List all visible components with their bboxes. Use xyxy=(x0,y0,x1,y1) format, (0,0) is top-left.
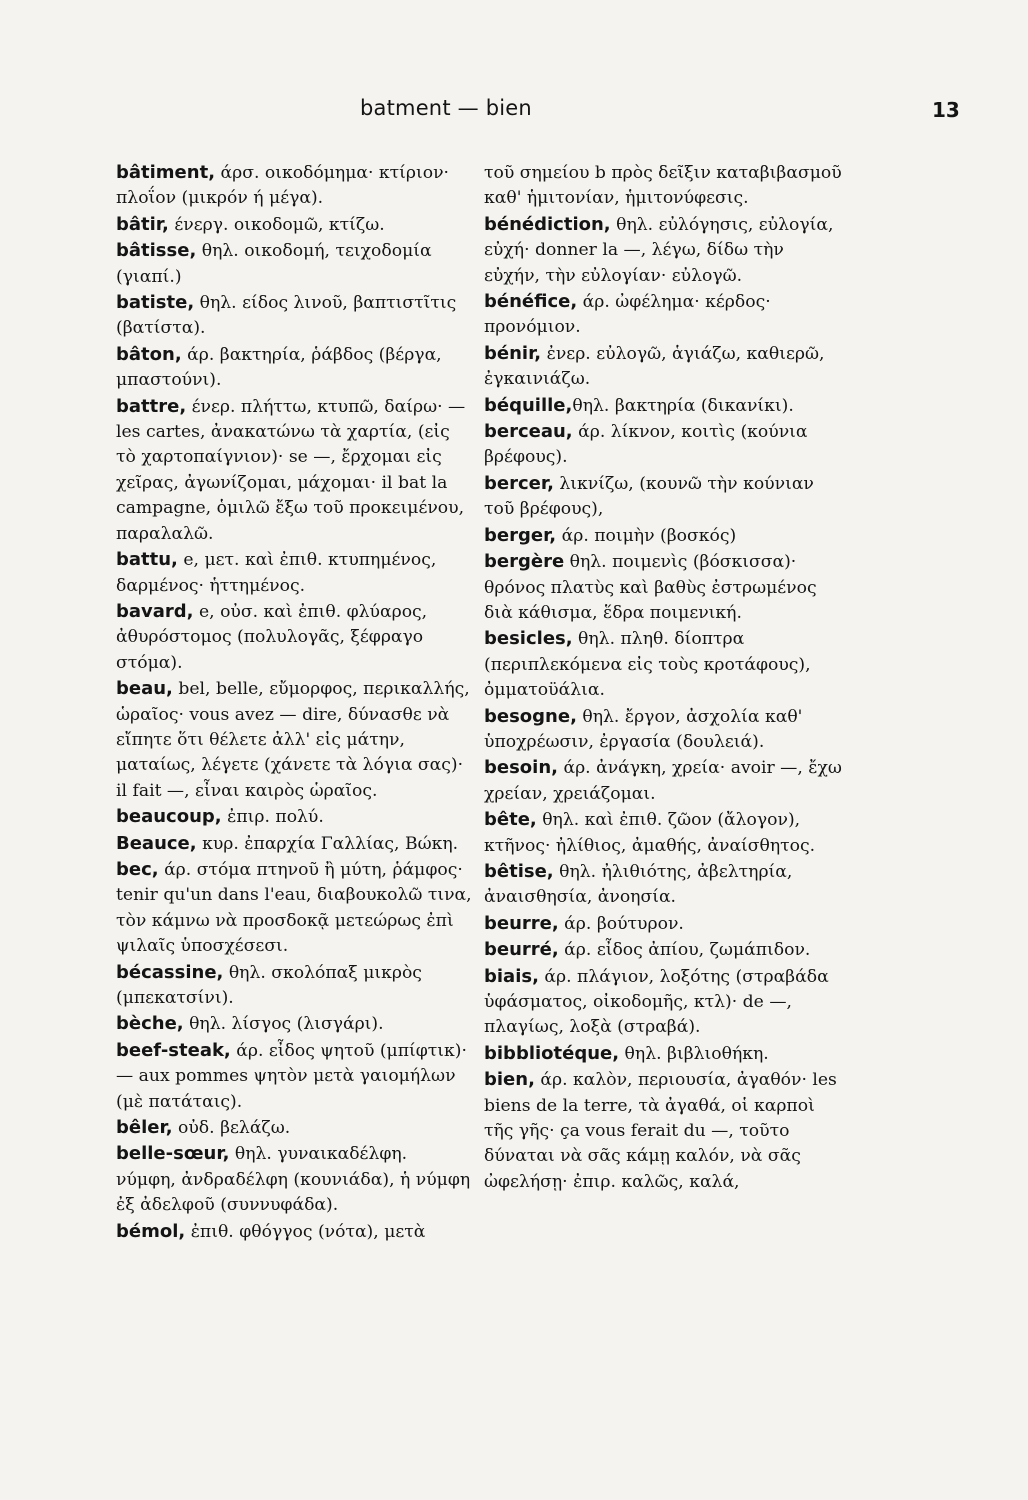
dictionary-entry xyxy=(116,212,472,238)
dictionary-entry xyxy=(116,160,472,212)
dictionary-entry xyxy=(116,547,472,599)
entry-headword: bâtiment, xyxy=(116,162,216,183)
entry-headword: bibbliotéque, xyxy=(484,1042,620,1064)
entry-definition: e, οὐσ. καὶ ἐπιθ. φλύαρος, ἀθυρόστομος (πολυλογᾶς, ξέφραγο στόμα). xyxy=(116,601,428,673)
entry-headword: bergère xyxy=(484,551,565,573)
entry-headword: bâton, xyxy=(116,343,182,365)
entry-definition: bel, belle, εὔμορφος, περικαλλής, ὡραῖος· vous avez — dire, δύνασθε νὰ εἴπητε ὅτι θέλετε ἀλλ' εἰς μάτην, ματαίως, λέγετε (χάνετε τὰ λόγια σας)· il fait —, εἶναι καιρὸς ὡραῖος. xyxy=(116,679,470,801)
entry-definition: οὐδ. βελάζω. xyxy=(172,1118,291,1139)
dictionary-entry xyxy=(116,1038,472,1115)
entry-definition: θηλ. ἠλιθιότης, ἀβελτηρία, ἀναισθησία, ἀνοησία. xyxy=(484,861,793,908)
entry-definition: άρσ. οικοδόμημα· κτίριον· πλοΐον (μικρόν ή μέγα). xyxy=(116,163,450,209)
dictionary-entry xyxy=(116,342,472,394)
entry-definition: θηλ. είδος λινοῦ, βαπτιστῖτις (βατίστα). xyxy=(116,293,457,339)
entry-definition: άρ. εἶδος ψητοῦ (μπίφτικ)· — aux pommes ψητὸν μετὰ γαιομήλων (μὲ πατάταις). xyxy=(116,1040,467,1112)
entry-headword: beau, xyxy=(116,678,173,700)
entry-definition: ἐπιθ. φθόγγος (νότα), μετὰ xyxy=(185,1221,426,1242)
entry-definition: άρ. ἀνάγκη, χρεία· avoir —, ἔχω χρείαν, χρειάζομαι. xyxy=(484,758,842,804)
entry-headword: bêtise, xyxy=(484,860,554,882)
entry-headword: besogne, xyxy=(484,705,577,727)
entry-definition: θηλ. πληθ. δίοπτρα (περιπλεκόμενα εἰς τοὺς κροτάφους), ὀμματοϋάλια. xyxy=(484,629,811,701)
entry-headword: bémol, xyxy=(116,1220,186,1242)
entry-headword: beurre, xyxy=(484,912,559,934)
dictionary-entry xyxy=(484,549,844,626)
entry-definition: λικνίζω, (κουνῶ τὴν κούνιαν τοῦ βρέφους), xyxy=(484,473,814,520)
dictionary-entry xyxy=(484,160,844,212)
entry-headword: berceau, xyxy=(484,421,573,443)
entry-definition: άρ. ὠφέλημα· κέρδος· προνόμιον. xyxy=(484,292,771,338)
entry-definition: ένερ. πλήττω, κτυπῶ, δαίρω· — les cartes, ἀνακατώνω τὰ χαρτία, (εἰς τὸ χαρτοπαίγνιον)· se —, ἔρχομαι εἰς χεῖρας, ἀγωνίζομαι, μάχομαι· il bat la campagne, ὁμιλῶ ἔξω τοῦ προκειμένου, παραλαλῶ. xyxy=(116,396,466,544)
dictionary-entry xyxy=(484,911,844,937)
dictionary-entry xyxy=(484,393,844,419)
entry-definition: άρ. ποιμὴν (βοσκός) xyxy=(556,525,737,546)
dictionary-entry xyxy=(484,523,844,549)
entry-headword: battu, xyxy=(116,549,178,571)
dictionary-entry xyxy=(116,238,472,290)
entry-headword: bénédiction, xyxy=(484,213,611,235)
entry-headword: bêler, xyxy=(116,1117,173,1139)
entry-headword: bécassine, xyxy=(116,961,224,983)
dictionary-entry xyxy=(484,289,844,341)
entry-definition: άρ. καλὸν, περιουσία, ἀγαθόν· les biens de la terre, τὰ ἀγαθά, οἱ καρποὶ τῆς γῆς· ça vous ferait du —, τοῦτο δύναται νὰ σᾶς κάμῃ καλόν, νὰ σᾶς ὠφελήσῃ· ἐπιρ. καλῶς, καλά, xyxy=(484,1070,837,1192)
dictionary-entry xyxy=(484,1041,844,1067)
dictionary-entry xyxy=(116,960,472,1012)
entry-headword: besoin, xyxy=(484,757,558,779)
entry-definition: θηλ. ποιμενὶς (βόσκισσα)· θρόνος πλατὺς καὶ βαθὺς ἐστρωμένος διὰ κάθισμα, ἕδρα ποιμενική. xyxy=(484,552,817,623)
entry-headword: bercer, xyxy=(484,472,554,494)
entry-headword: Beauce, xyxy=(116,832,197,854)
entry-definition: θηλ. βιβλιοθήκη. xyxy=(619,1043,769,1064)
entry-definition: άρ. βούτυρον. xyxy=(558,913,684,934)
entry-definition: θηλ. ἔργον, ἀσχολία καθ' ὑποχρέωσιν, ἐργασία (δουλειά). xyxy=(484,706,803,752)
entry-definition: ένεργ. οικοδομῶ, κτίζω. xyxy=(168,214,385,235)
dictionary-entry xyxy=(116,290,472,342)
entry-headword: bénir, xyxy=(484,342,542,364)
entry-headword: beef-steak, xyxy=(116,1039,231,1061)
dictionary-entry xyxy=(484,1067,844,1195)
dictionary-entry xyxy=(484,212,844,289)
entry-headword: batiste, xyxy=(116,292,195,314)
entry-definition: θηλ. σκολόπαξ μικρὸς (μπεκατσίνι). xyxy=(116,962,422,1008)
dictionary-entry xyxy=(484,964,844,1041)
entry-definition: θηλ. καὶ ἐπιθ. ζῶον (ἄλογον), κτῆνος· ἠλίθιος, ἀμαθής, ἀναίσθητος. xyxy=(484,810,816,856)
entry-definition: κυρ. ἐπαρχία Γαλλίας, Βώκη. xyxy=(196,833,459,854)
running-head: batment — bien xyxy=(360,96,532,120)
entry-definition: ἐνερ. εὐλογῶ, ἁγιάζω, καθιερῶ, ἐγκαινιάζω. xyxy=(484,343,825,390)
entry-headword: besicles, xyxy=(484,628,573,650)
page-number: 13 xyxy=(932,98,960,122)
dictionary-entry xyxy=(116,1011,472,1037)
entry-headword: bèche, xyxy=(116,1013,184,1035)
dictionary-entry xyxy=(484,626,844,703)
entry-headword: bâtir, xyxy=(116,213,169,235)
entry-headword: battre, xyxy=(116,395,187,417)
right-column xyxy=(484,160,844,1480)
left-column xyxy=(116,160,472,1480)
dictionary-entry xyxy=(484,471,844,523)
entry-headword: bête, xyxy=(484,809,537,831)
dictionary-entry xyxy=(116,831,472,857)
entry-definition: άρ. στόμα πτηνοῦ ἢ μύτη, ῥάμφος· tenir qu'un dans l'eau, διαβουκολῶ τινα, τὸν κάμνω νὰ προσδοκᾷ μετεώρως ἐπὶ ψιλαῖς ὑποσχέσεσι. xyxy=(116,859,472,957)
page-header xyxy=(0,96,1028,136)
entry-definition: άρ. εἶδος ἀπίου, ζωμάπιδον. xyxy=(558,940,811,961)
entry-headword: bavard, xyxy=(116,600,194,622)
dictionary-entry xyxy=(484,419,844,471)
entry-headword: beurré, xyxy=(484,939,559,961)
dictionary-entry xyxy=(484,755,844,807)
entry-definition: e, μετ. καὶ ἐπιθ. κτυπημένος, δαρμένος· ἡττημένος. xyxy=(116,550,437,596)
dictionary-entry xyxy=(116,599,472,676)
dictionary-entry xyxy=(484,704,844,756)
dictionary-entry xyxy=(116,1219,472,1245)
entry-headword: berger, xyxy=(484,524,557,546)
entry-headword: bec, xyxy=(116,858,159,880)
entry-headword: biais, xyxy=(484,965,539,987)
dictionary-entry xyxy=(484,807,844,859)
entry-definition: θηλ. οικοδομή, τειχοδομία (γιαπί.) xyxy=(116,241,432,287)
dictionary-entry xyxy=(116,1141,472,1218)
dictionary-entry xyxy=(484,937,844,963)
entry-definition: ἐπιρ. πολύ. xyxy=(221,807,324,828)
entry-headword: bénéfice, xyxy=(484,291,578,313)
entry-definition: θηλ. λίσγος (λισγάρι). xyxy=(183,1014,384,1035)
entry-definition: θηλ. εὐλόγησις, εὐλογία, εὐχή· donner la —, λέγω, δίδω τὴν εὐχήν, τὴν εὐλογίαν· εὐλογῶ. xyxy=(484,214,834,286)
entry-headword: bien, xyxy=(484,1069,535,1091)
entry-definition: άρ. βακτηρία, ῥάβδος (βέργα, μπαστούνι). xyxy=(116,344,442,391)
entry-headword: bâtisse, xyxy=(116,240,197,262)
entry-headword: beaucoup, xyxy=(116,806,222,828)
dictionary-entry xyxy=(116,676,472,804)
entry-headword: belle-sœur, xyxy=(116,1143,230,1165)
entry-definition: άρ. πλάγιον, λοξότης (στραβάδα ὑφάσματος, οἰκοδομῆς, κτλ)· de —, πλαγίως, λοξὰ (στραβά). xyxy=(484,966,829,1038)
entry-definition: θηλ. βακτηρία (δικανίκι). xyxy=(572,395,794,416)
dictionary-entry xyxy=(116,394,472,547)
entry-definition: τοῦ σημείου b πρὸς δεῖξιν καταβιβασμοῦ καθ' ἡμιτονίαν, ἡμιτονύφεσις. xyxy=(484,163,842,209)
dictionary-entry xyxy=(116,804,472,830)
entry-definition: άρ. λίκνον, κοιτὶς (κούνια βρέφους). xyxy=(484,422,808,468)
entry-headword: béquille, xyxy=(484,394,573,416)
dictionary-entry xyxy=(484,859,844,911)
dictionary-entry xyxy=(116,1115,472,1141)
dictionary-entry xyxy=(116,857,472,960)
entry-definition: θηλ. γυναικαδέλφη. νύμφη, ἀνδραδέλφη (κουνιάδα), ἡ νύμφη ἐξ ἀδελφοῦ (συννυφάδα). xyxy=(116,1144,471,1216)
dictionary-entry xyxy=(484,341,844,393)
